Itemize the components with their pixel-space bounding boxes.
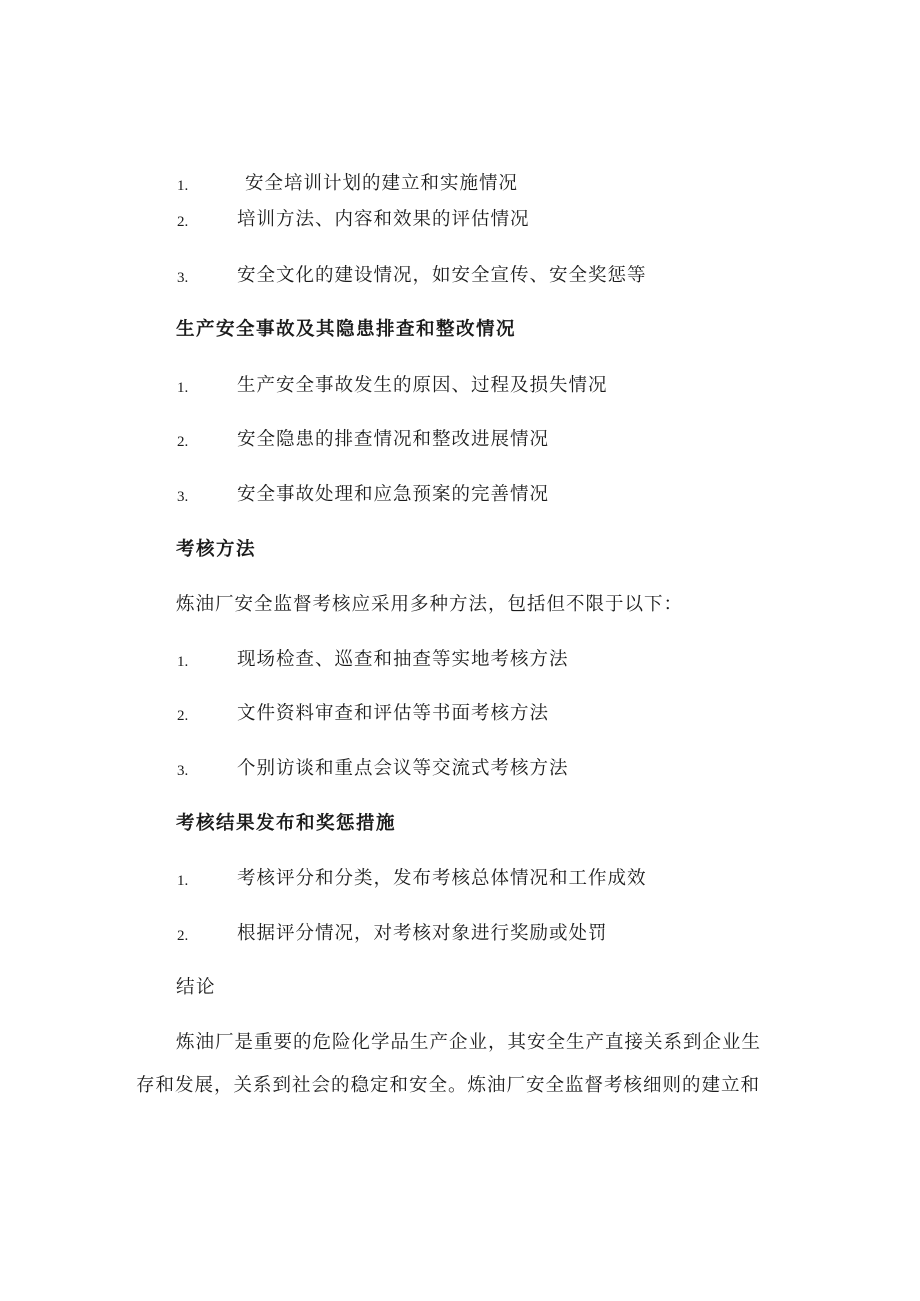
list-text: 根据评分情况，对考核对象进行奖励或处罚 [237, 923, 608, 944]
section-heading: 考核方法 [176, 539, 257, 560]
list-text: 安全隐患的排查情况和整改进展情况 [237, 429, 550, 450]
list-number: 1. [177, 380, 189, 396]
list-text: 考核评分和分类，发布考核总体情况和工作成效 [237, 868, 647, 889]
list-text: 安全培训计划的建立和实施情况 [245, 173, 519, 194]
list-text: 现场检查、巡查和抽查等实地考核方法 [237, 649, 569, 670]
list-text: 生产安全事故发生的原因、过程及损失情况 [237, 375, 608, 396]
paragraph-line: 炼油厂是重要的危险化学品生产企业，其安全生产直接关系到企业生 [176, 1032, 762, 1053]
list-number: 2. [177, 214, 189, 230]
list-number: 2. [177, 928, 189, 944]
section-heading: 结论 [176, 977, 217, 998]
list-number: 1. [177, 178, 189, 194]
paragraph-line: 存和发展，关系到社会的稳定和安全。炼油厂安全监督考核细则的建立和 [136, 1075, 761, 1096]
list-number: 2. [177, 434, 189, 450]
list-text: 个别访谈和重点会议等交流式考核方法 [237, 758, 569, 779]
list-number: 2. [177, 708, 189, 724]
list-number: 1. [177, 654, 189, 670]
list-number: 1. [177, 873, 189, 889]
list-number: 3. [177, 763, 189, 779]
list-text: 安全事故处理和应急预案的完善情况 [237, 484, 550, 505]
section-heading: 考核结果发布和奖惩措施 [176, 813, 397, 834]
list-number: 3. [177, 489, 189, 505]
section-heading: 生产安全事故及其隐患排查和整改情况 [176, 319, 517, 340]
list-number: 3. [177, 270, 189, 286]
list-text: 安全文化的建设情况，如安全宣传、安全奖惩等 [237, 265, 647, 286]
list-text: 文件资料审查和评估等书面考核方法 [237, 703, 550, 724]
list-text: 培训方法、内容和效果的评估情况 [237, 209, 530, 230]
paragraph-text: 炼油厂安全监督考核应采用多种方法，包括但不限于以下： [176, 594, 684, 615]
